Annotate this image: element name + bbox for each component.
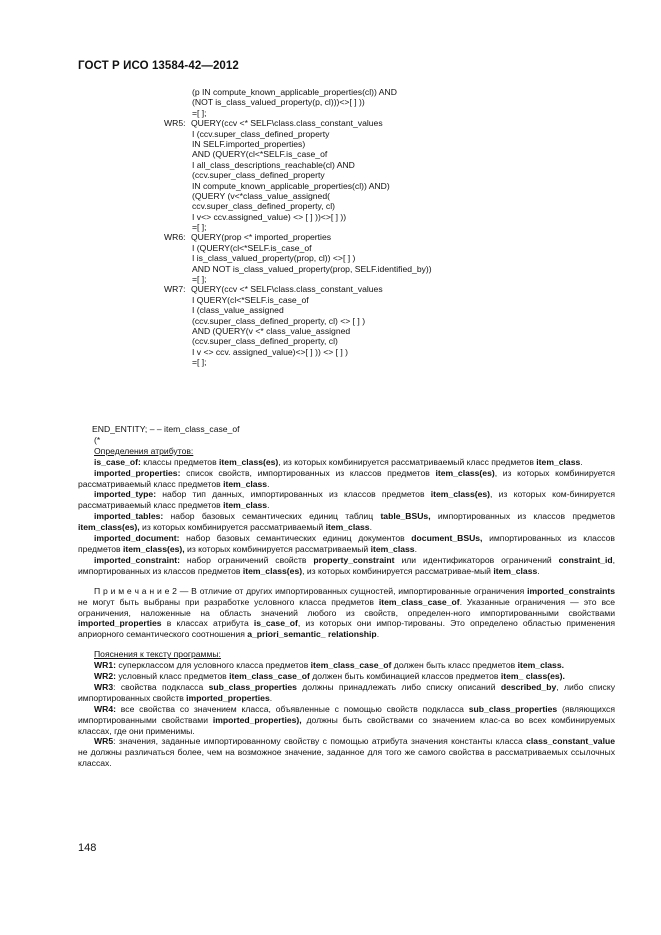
code-line (78, 336, 618, 346)
code-rule-label: WR6: (164, 232, 186, 243)
code-line (78, 253, 618, 263)
code-line-text: ccv.super_class_defined_property, cl) (192, 201, 335, 212)
explanation-wr3: WR3: свойства подкласса sub_class_properties должны принадлежать либо списку описаний described_by, либо списку импортированных свойств imported_properties. (78, 681, 615, 703)
code-line-text: AND (QUERY(cl<*SELF.is_case_of (192, 149, 328, 160)
code-line-text: QUERY(ccv <* SELF\class.class_constant_values (191, 284, 383, 295)
code-line (78, 118, 618, 128)
code-line (78, 97, 618, 107)
code-line (78, 284, 618, 294)
code-line (78, 149, 618, 159)
code-line (78, 316, 618, 326)
code-line-text: I is_class_valued_property(prop, cl)) <>[ ] ) (192, 253, 356, 264)
code-line-text: I (QUERY(cl<*SELF.is_case_of (192, 242, 312, 253)
code-line (78, 170, 618, 180)
code-line-text: AND NOT is_class_valued_property(prop, SELF.identified_by)) (192, 263, 432, 274)
code-line-text: =[ ]; (192, 222, 207, 233)
code-line (78, 274, 618, 284)
code-line-text: IN SELF.imported_properties) (192, 138, 306, 149)
code-line (78, 191, 618, 201)
code-line (78, 108, 618, 118)
def-imported-document: imported_document: набор базовых семантических единиц документов document_BSUs, импортированных из классов предметов item_class(es), из которых комбинируется рассматриваемый item_class. (78, 533, 615, 554)
code-line-text: QUERY(ccv <* SELF\class.class_constant_values (191, 118, 383, 129)
code-line-text: I (class_value_assigned (192, 305, 284, 316)
definitions-heading: Определения атрибутов: (94, 445, 194, 456)
explanation-wr4: WR4: все свойства со значением класса, объявленные с помощью свойств подкласса sub_class_properties (являющихся импортированными свойствами imported_properties), должны быть свойствами со значением клас-са во всех комбинируемых классах, где они применимы. (78, 703, 616, 736)
code-line-text: I v <> ccv. assigned_value)<>[ ] )) <> [ ] ) (192, 346, 349, 357)
def-is-case-of: is_case_of: классы предметов item_class(es), из которых комбинируется рассматриваемый класс предметов item_class. (94, 456, 583, 467)
code-line (78, 243, 618, 253)
code-line (78, 87, 618, 97)
code-line (78, 326, 618, 336)
def-imported-type: imported_type: набор тип данных, импортированных из классов предметов item_class(es), из которых ком-бинируется рассматриваемый класс предметов item_class. (78, 489, 615, 511)
express-code-block (78, 87, 618, 368)
def-imported-constraint: imported_constraint: набор ограничений свойств property_constraint или идентификаторов ограничений constraint_id, импортированных из классов предметов item_class(es), из которых комбинируется рассматривае-мый item_class. (78, 554, 615, 576)
document-header: ГОСТ Р ИСО 13584-42—2012 (78, 60, 239, 72)
explanation-wr5: WR5: значения, заданные импортированному свойству с помощью атрибута значения константы класса class_constant_value не должны различаться более, чем на возможное значение, заданное для того же самого свойства в рассматриваемых ссылочных классах. (78, 736, 615, 769)
comment-open-line: (* (94, 434, 101, 445)
code-line-text: =[ ]; (192, 274, 207, 285)
code-line-text: (ccv.super_class_defined_property (192, 170, 325, 181)
code-line (78, 139, 618, 149)
code-line-text: =[ ]; (192, 357, 207, 368)
code-rule-label: WR5: (164, 118, 186, 129)
def-imported-properties: imported_properties: список свойств, импортированных из классов предметов item_class(es), из которых комбинируется рассматриваемый класс предметов item_class. (78, 467, 615, 489)
prose-body (78, 424, 615, 769)
code-line-text: I v<> ccv.assigned_value) <> [ ] ))<>[ ] )) (192, 211, 347, 222)
code-line-text: I all_class_descriptions_reachable(cl) AND (192, 159, 355, 170)
def-imported-tables: imported_tables: набор базовых семантических единиц таблиц table_BSUs, импортированных из классов предметов item_class(es), из которых комбинируется рассматриваемый item_class. (78, 511, 616, 533)
code-line (78, 129, 618, 139)
code-line (78, 347, 618, 357)
code-line (78, 222, 618, 232)
code-line-text: (ccv.super_class_defined_property, cl) (192, 336, 338, 347)
code-line-text: (ccv.super_class_defined_property, cl) <> [ ] ) (192, 315, 366, 326)
code-line (78, 201, 618, 211)
explanations-heading: Пояснения к тексту программы: (94, 649, 221, 660)
code-line (78, 181, 618, 191)
note-2: П р и м е ч а н и е 2 — В отличие от других импортированных сущностей, импортированные ограничения imported_constraints не могут быть выбраны при разработке условного класса предметов item_class_case_of. Указанные ограничения — это все ограничения, наложенные на область значений любого из свойств, определен-ного импортированными свойствами imported_properties в классах атрибута is_case_of, из которых они импор-тированы. Это определено областью применения априорного семантического соотношения a_priori_semantic_ relationship. (78, 585, 615, 640)
code-line-text: (QUERY (v<*class_value_assigned( (192, 190, 330, 201)
code-line-text: =[ ]; (192, 107, 207, 118)
code-line-text: I (ccv.super_class_defined_property (192, 128, 330, 139)
page-number: 148 (78, 842, 97, 854)
code-line-text: QUERY(prop <* imported_properties (191, 232, 332, 243)
code-line-text: AND (QUERY(v <* class_value_assigned (192, 325, 351, 336)
explanation-wr2: WR2: условный класс предметов item_class_case_of должен быть комбинацией классов предметов item_ class(es). (94, 671, 565, 682)
spacer (78, 577, 615, 586)
explanation-wr1: WR1: суперклассом для условного класса предметов item_class_case_of должен быть класс предметов item_class. (94, 660, 564, 671)
code-line (78, 295, 618, 305)
code-line-text: (p IN compute_known_applicable_properties(cl)) AND (192, 87, 397, 97)
code-line-text: (NOT is_class_valued_property(p, cl)))<>[ ] )) (192, 97, 365, 108)
code-line (78, 357, 618, 367)
code-rule-label: WR7: (164, 284, 186, 295)
code-line (78, 232, 618, 242)
code-line-text: IN compute_known_applicable_properties(cl)) AND) (192, 180, 390, 191)
spacer (78, 640, 615, 649)
code-line (78, 264, 618, 274)
code-line (78, 305, 618, 315)
code-line (78, 160, 618, 170)
code-line-text: I QUERY(cl<*SELF.is_case_of (192, 294, 309, 305)
code-line (78, 212, 618, 222)
end-entity-line: END_ENTITY; – – item_class_case_of (92, 424, 240, 434)
